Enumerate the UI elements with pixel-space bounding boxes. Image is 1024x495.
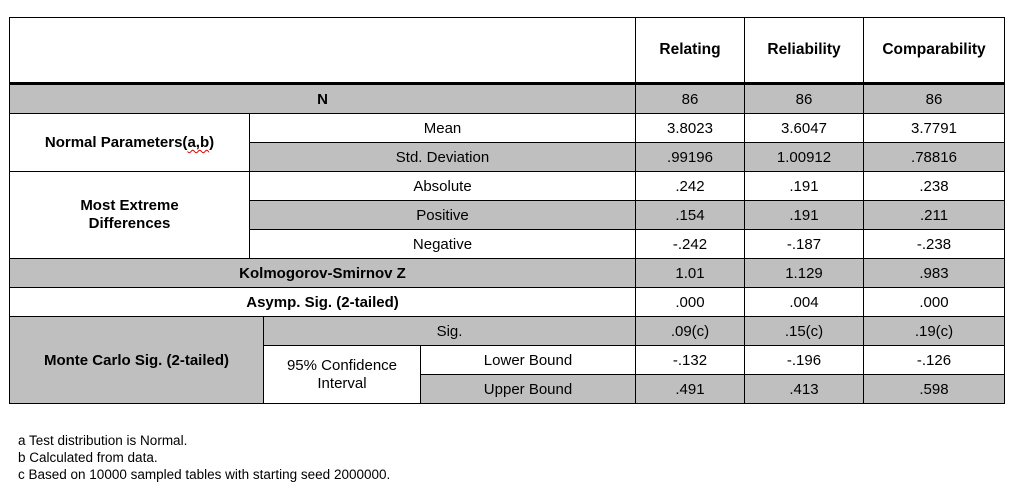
cell-ksz-reliability: 1.129	[745, 259, 864, 288]
cell-n-reliability: 86	[745, 84, 864, 114]
footnote-c: c Based on 10000 sampled tables with starting seed 2000000.	[18, 467, 391, 482]
cell-ksz-comparability: .983	[864, 259, 1005, 288]
row-group-label-monte-carlo: Monte Carlo Sig. (2-tailed)	[10, 317, 264, 404]
row-ks-z	[10, 259, 1005, 288]
column-header-reliability: Reliability	[745, 18, 864, 84]
cell-absolute-relating: .242	[636, 172, 745, 201]
row-mc-sig	[10, 317, 1005, 346]
cell-lower-comparability: -.126	[864, 346, 1005, 375]
cell-mean-relating: 3.8023	[636, 114, 745, 143]
cell-negative-relating: -.242	[636, 230, 745, 259]
row-label-absolute: Absolute	[250, 172, 636, 201]
header-row	[10, 18, 1005, 84]
cell-std-reliability: 1.00912	[745, 143, 864, 172]
row-label-std-deviation: Std. Deviation	[250, 143, 636, 172]
ci-label: 95% Confidence Interval	[264, 346, 421, 404]
row-group-label-normal-parameters: Normal Parameters(a,b)	[10, 114, 250, 172]
cell-positive-comparability: .211	[864, 201, 1005, 230]
row-label-ks-z: Kolmogorov-Smirnov Z	[10, 259, 636, 288]
cell-std-relating: .99196	[636, 143, 745, 172]
cell-sig-reliability: .15(c)	[745, 317, 864, 346]
cell-lower-relating: -.132	[636, 346, 745, 375]
row-group-label-most-extreme: Most Extreme Differences	[10, 172, 250, 259]
row-label-mean: Mean	[250, 114, 636, 143]
cell-asymp-relating: .000	[636, 288, 745, 317]
row-label-asymp-sig: Asymp. Sig. (2-tailed)	[10, 288, 636, 317]
cell-positive-relating: .154	[636, 201, 745, 230]
cell-absolute-comparability: .238	[864, 172, 1005, 201]
footnote-b: b Calculated from data.	[18, 450, 158, 465]
cell-mean-comparability: 3.7791	[864, 114, 1005, 143]
cell-upper-relating: .491	[636, 375, 745, 404]
cell-absolute-reliability: .191	[745, 172, 864, 201]
ks-test-table	[9, 17, 1005, 404]
cell-std-comparability: .78816	[864, 143, 1005, 172]
footnotes	[18, 432, 390, 483]
column-header-relating: Relating	[636, 18, 745, 84]
row-absolute	[10, 172, 1005, 201]
row-label-upper-bound: Upper Bound	[421, 375, 636, 404]
row-label-negative: Negative	[250, 230, 636, 259]
cell-negative-comparability: -.238	[864, 230, 1005, 259]
column-header-comparability: Comparability	[864, 18, 1005, 84]
row-label-lower-bound: Lower Bound	[421, 346, 636, 375]
cell-asymp-reliability: .004	[745, 288, 864, 317]
cell-upper-comparability: .598	[864, 375, 1005, 404]
cell-mean-reliability: 3.6047	[745, 114, 864, 143]
row-label-positive: Positive	[250, 201, 636, 230]
cell-upper-reliability: .413	[745, 375, 864, 404]
cell-asymp-comparability: .000	[864, 288, 1005, 317]
cell-lower-reliability: -.196	[745, 346, 864, 375]
cell-n-relating: 86	[636, 84, 745, 114]
row-n	[10, 84, 1005, 114]
row-mean	[10, 114, 1005, 143]
cell-sig-comparability: .19(c)	[864, 317, 1005, 346]
cell-n-comparability: 86	[864, 84, 1005, 114]
row-label-sig: Sig.	[264, 317, 636, 346]
cell-sig-relating: .09(c)	[636, 317, 745, 346]
footnote-a: a Test distribution is Normal.	[18, 433, 188, 448]
cell-negative-reliability: -.187	[745, 230, 864, 259]
cell-ksz-relating: 1.01	[636, 259, 745, 288]
header-blank-cell	[10, 18, 636, 84]
row-label-n: N	[10, 84, 636, 114]
row-asymp-sig	[10, 288, 1005, 317]
cell-positive-reliability: .191	[745, 201, 864, 230]
